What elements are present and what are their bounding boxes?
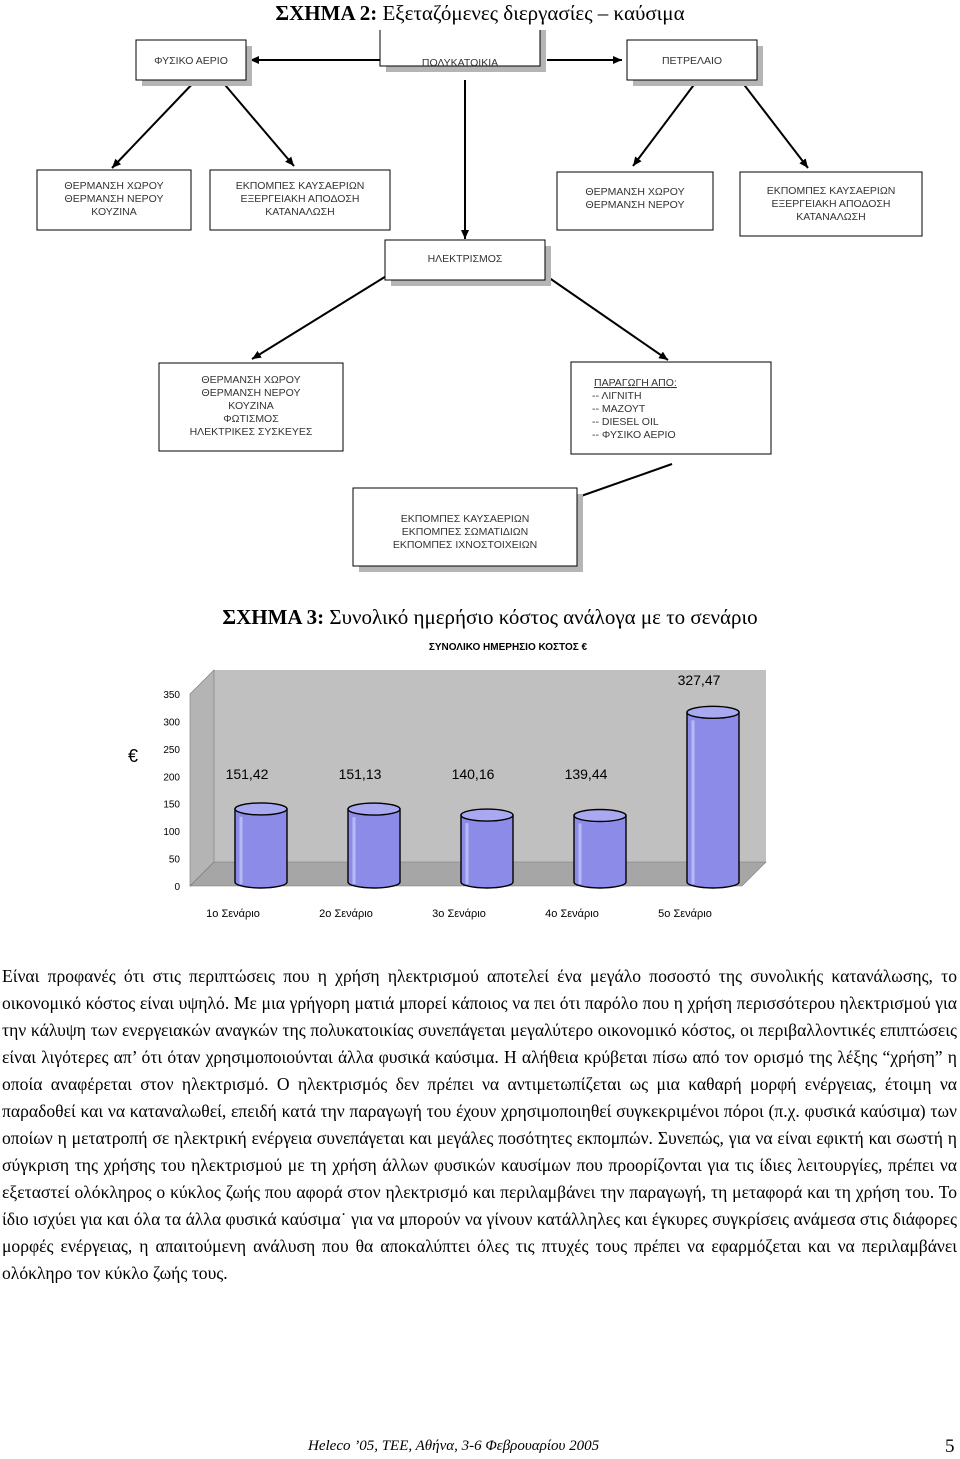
box-natural-gas-line: ΦΥΣΙΚΟ ΑΕΡΙΟ <box>154 55 228 67</box>
box-gas-uses-line: ΘΕΡΜΑΝΣΗ ΝΕΡΟΥ <box>64 193 164 205</box>
data-label: 151,13 <box>338 766 382 782</box>
bar-body <box>574 816 626 888</box>
bar-body <box>348 809 400 888</box>
box-oil-effects-line: ΕΚΠΟΜΠΕΣ ΚΑΥΣΑΕΡΙΩΝ <box>766 185 896 197</box>
y-tick-label: 250 <box>163 744 180 756</box>
data-label: 139,44 <box>564 766 608 782</box>
process-flow-diagram <box>0 30 960 578</box>
bar-body <box>235 809 287 888</box>
box-oil-effects-line: ΚΑΤΑΝΑΛΩΣΗ <box>796 211 866 223</box>
box-electricity <box>385 240 551 286</box>
box-gas-uses <box>37 170 191 230</box>
box-emissions-line: ΕΚΠΟΜΠΕΣ ΣΩΜΑΤΙΔΙΩΝ <box>401 526 529 538</box>
figure-3-label: ΣΧΗΜΑ 3: <box>222 605 325 629</box>
box-oil-uses <box>557 172 713 230</box>
y-axis-unit-label: € <box>128 746 139 766</box>
box-gas-effects <box>210 170 390 230</box>
box-production-heading: ΠΑΡΑΓΩΓΗ ΑΠΟ: <box>594 377 677 389</box>
category-label: 3ο Σενάριο <box>432 908 486 920</box>
chart-title: ΣΥΝΟΛΙΚΟ ΗΜΕΡΗΣΙΟ ΚΟΣΤΟΣ € <box>428 642 588 653</box>
bar-top <box>348 803 400 815</box>
box-electricity-line: ΗΛΕΚΤΡΙΣΜΟΣ <box>427 253 503 265</box>
bar <box>348 803 400 888</box>
bar <box>461 809 513 888</box>
box-emissions <box>353 488 583 572</box>
category-label: 4ο Σενάριο <box>545 908 599 920</box>
box-elec-uses-line: ΦΩΤΙΣΜΟΣ <box>223 413 279 425</box>
data-label: 151,42 <box>225 766 269 782</box>
box-emissions-line: ΕΚΠΟΜΠΕΣ ΚΑΥΣΑΕΡΙΩΝ <box>400 513 530 525</box>
box-elec-uses-line: ΗΛΕΚΤΡΙΚΕΣ ΣΥΣΚΕΥΕΣ <box>189 426 313 438</box>
box-apartment-building <box>380 30 546 72</box>
bar-body <box>461 815 513 888</box>
y-tick-label: 0 <box>174 882 180 893</box>
box-electricity-uses <box>159 363 343 451</box>
bar-body <box>687 712 739 888</box>
page-footer <box>0 1436 960 1458</box>
box-production-sources <box>571 362 771 454</box>
box-production-line: -- ΦΥΣΙΚΟ ΑΕΡΙΟ <box>592 429 676 441</box>
figure-3-heading <box>10 605 960 629</box>
bar-top <box>461 809 513 821</box>
box-natural-gas <box>136 40 252 86</box>
figure-2-heading <box>0 1 960 25</box>
box-elec-uses-line: ΘΕΡΜΑΝΣΗ ΝΕΡΟΥ <box>201 387 301 399</box>
box-production-line: -- DIESEL OIL <box>592 416 659 428</box>
box-apartment-line: ΠΟΛΥΚΑΤΟΙΚΙΑ <box>421 57 499 69</box>
footer-text: Heleco ’05, ΤΕΕ, Αθήνα, 3-6 Φεβρουαρίου 2005 <box>308 1438 600 1454</box>
box-oil-effects <box>740 172 922 236</box>
box-gas-effects-line: ΚΑΤΑΝΑΛΩΣΗ <box>265 206 335 218</box>
y-tick-label: 100 <box>163 827 180 839</box>
category-label: 2ο Σενάριο <box>319 908 373 920</box>
bar-top <box>235 803 287 815</box>
y-tick-label: 350 <box>163 690 180 701</box>
box-gas-effects-line: ΕΚΠΟΜΠΕΣ ΚΑΥΣΑΕΡΙΩΝ <box>235 180 365 192</box>
page-number: 5 <box>945 1436 955 1457</box>
total-daily-cost-chart <box>110 636 790 936</box>
bar-top <box>574 810 626 822</box>
box-oil <box>627 40 763 86</box>
box-oil-line: ΠΕΤΡΕΛΑΙΟ <box>661 55 723 67</box>
box-elec-uses-line: ΘΕΡΜΑΝΣΗ ΧΩΡΟΥ <box>201 374 301 386</box>
category-label: 1ο Σενάριο <box>206 908 260 920</box>
bar-top <box>687 706 739 718</box>
box-production-line: -- ΜΑΖΟΥΤ <box>592 403 646 415</box>
y-axis-ticks <box>163 690 180 893</box>
box-emissions-line: ΕΚΠΟΜΠΕΣ ΙΧΝΟΣΤΟΙΧΕΙΩΝ <box>392 539 538 551</box>
box-gas-effects-line: ΕΞΕΡΓΕΙΑΚΗ ΑΠΟΔΟΣΗ <box>240 193 360 205</box>
body-paragraph: Είναι προφανές ότι στις περιπτώσεις που η χρήση ηλεκτρισμού αποτελεί ένα μεγάλο ποσοστό της συνολικής κατανάλωσης, το οικονομικό κόστος είναι υψηλό. Με μια γρήγορη ματιά μπορεί κάποιος να πει ότι παρόλο που η χρήση περισσότερου ηλεκτρισμού για την κάλυψη των ενεργειακών αναγκών της πολυκατοικίας συνεπάγεται μεγαλύτερο οικονομικό κόστος, οι περιβαλλοντικές επιπτώσεις είναι λιγότερες απ’ ότι όταν χρησιμοποιούνται άλλα φυσικά καύσιμα. Η αλήθεια κρύβεται πίσω από τον ορισμό της λέξης “χρήση” η οποία αναφέρεται στον ηλεκτρισμό. Ο ηλεκτρισμός δεν πρέπει να αντιμετωπίζεται ως μια καθαρή μορφή ενέργειας, έτοιμη να παραδοθεί και να καταναλωθεί, επειδή κατά την παραγωγή του έχουν χρησιμοποιηθεί συγκεκριμένοι πόροι (π.χ. φυσικά καύσιμα) των οποίων η μετατροπή σε ηλεκτρική ενέργεια συνεπάγεται και μεγάλες ποσότητες εκπομπών. Συνεπώς, για να είναι εφικτή και σωστή η σύγκριση της χρήσης του ηλεκτρισμού με τη χρήση άλλων φυσικών καυσίμων που προορίζονται για τις ίδιες λειτουργίες, πρέπει να εξεταστεί ολόκληρος ο κύκλος ζωής που αφορά στον ηλεκτρισμό και περιλαμβάνει την παραγωγή, τη μεταφορά και τη χρήση του. Το ίδιο ισχύει για και όλα τα άλλα φυσικά καύσιμα˙ για να μπορούν να γίνουν κατάλληλες και έγκυρες συγκρίσεις ανάμεσα στις διάφορες μορφές ενέργειας, η απαιτούμενη ανάλυση που θα αποκαλύπτει όλες τις πτυχές τους πρέπει να εφαρμόζεται και να περιλαμβάνει ολόκληρο τον κύκλο ζωής τους. <box>2 966 957 1283</box>
y-tick-label: 150 <box>163 799 180 811</box>
body-text <box>2 963 957 1287</box>
figure-2-label: ΣΧΗΜΑ 2: <box>275 1 378 25</box>
box-production-line: -- ΛΙΓΝΙΤΗ <box>592 390 642 402</box>
box-gas-uses-line: ΚΟΥΖΙΝΑ <box>91 206 137 218</box>
data-label: 140,16 <box>451 766 495 782</box>
bar <box>574 810 626 888</box>
bar <box>235 803 287 888</box>
y-tick-label: 50 <box>168 854 180 866</box>
y-tick-label: 300 <box>163 717 180 729</box>
box-oil-uses-line: ΘΕΡΜΑΝΣΗ ΧΩΡΟΥ <box>585 186 685 198</box>
figure-2-caption: Εξεταζόμενες διεργασίες – καύσιμα <box>382 1 685 25</box>
category-labels <box>206 908 712 920</box>
box-gas-uses-line: ΘΕΡΜΑΝΣΗ ΧΩΡΟΥ <box>64 180 164 192</box>
box-oil-effects-line: ΕΞΕΡΓΕΙΑΚΗ ΑΠΟΔΟΣΗ <box>771 198 891 210</box>
chart-side-wall <box>190 670 214 886</box>
y-tick-label: 200 <box>163 772 180 784</box>
category-label: 5ο Σενάριο <box>658 908 712 920</box>
box-elec-uses-line: ΚΟΥΖΙΝΑ <box>228 400 274 412</box>
data-label: 327,47 <box>677 672 721 688</box>
figure-3-caption: Συνολικό ημερήσιο κόστος ανάλογα με το σενάριο <box>329 605 758 629</box>
box-oil-uses-line: ΘΕΡΜΑΝΣΗ ΝΕΡΟΥ <box>585 199 685 211</box>
bar <box>687 706 739 888</box>
